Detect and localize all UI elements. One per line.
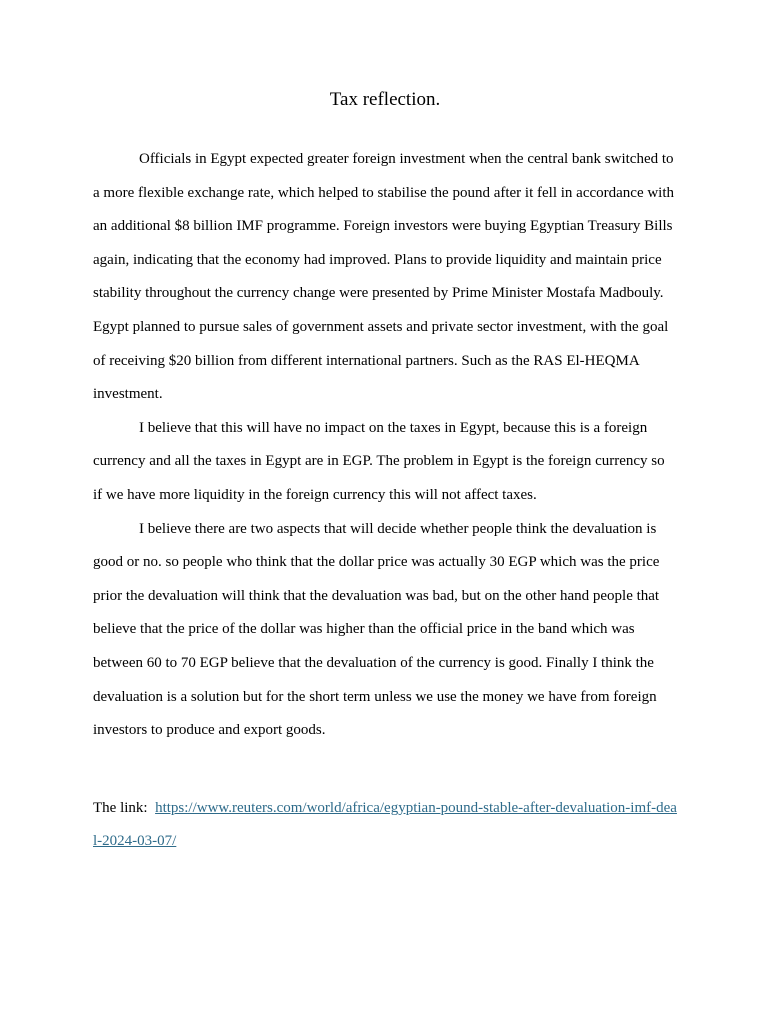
source-link-line	[93, 792, 677, 859]
link-label: The link:	[93, 799, 156, 816]
paragraph-devaluation: I believe there are two aspects that will decide whether people think the devaluation is good or no. so people who think that the dollar price was actually 30 EGP which was the price prior the devaluation will think that the devaluation was bad, but on the other hand people that believe that the price of the dollar was higher than the official price in the band which was between 60 to 70 EGP believe that the devaluation of the currency is good. Finally I think the devaluation is a solution but for the short term unless we use the money we have from foreign investors to produce and export goods.	[93, 520, 660, 739]
document-page	[93, 86, 677, 859]
document-title: Tax reflection.	[329, 89, 441, 110]
paragraph-investment: Officials in Egypt expected greater foreign investment when the central bank switched to a more flexible exchange rate, which helped to stabilise the pound after it fell in accordance with an additional $8 billion IMF programme. Foreign investors were buying Egyptian Treasury Bills again, indicating that the economy had improved. Plans to provide liquidity and maintain price stability throughout the currency change were presented by Prime Minister Mostafa Madbouly. Egypt planned to pursue sales of government assets and private sector investment, with the goal of receiving $20 billion from different international partners. Such as the RAS El-HEQMA investment.	[93, 151, 675, 403]
source-link[interactable]: https://www.reuters.com/world/africa/egyptian-pound-stable-after-devaluation-imf-deal-2024-03-07/	[93, 799, 677, 850]
paragraph-taxes: I believe that this will have no impact on the taxes in Egypt, because this is a foreign currency and all the taxes in Egypt are in EGP. The problem in Egypt is the foreign currency so if we have more liquidity in the foreign currency this will not affect taxes.	[93, 419, 665, 503]
